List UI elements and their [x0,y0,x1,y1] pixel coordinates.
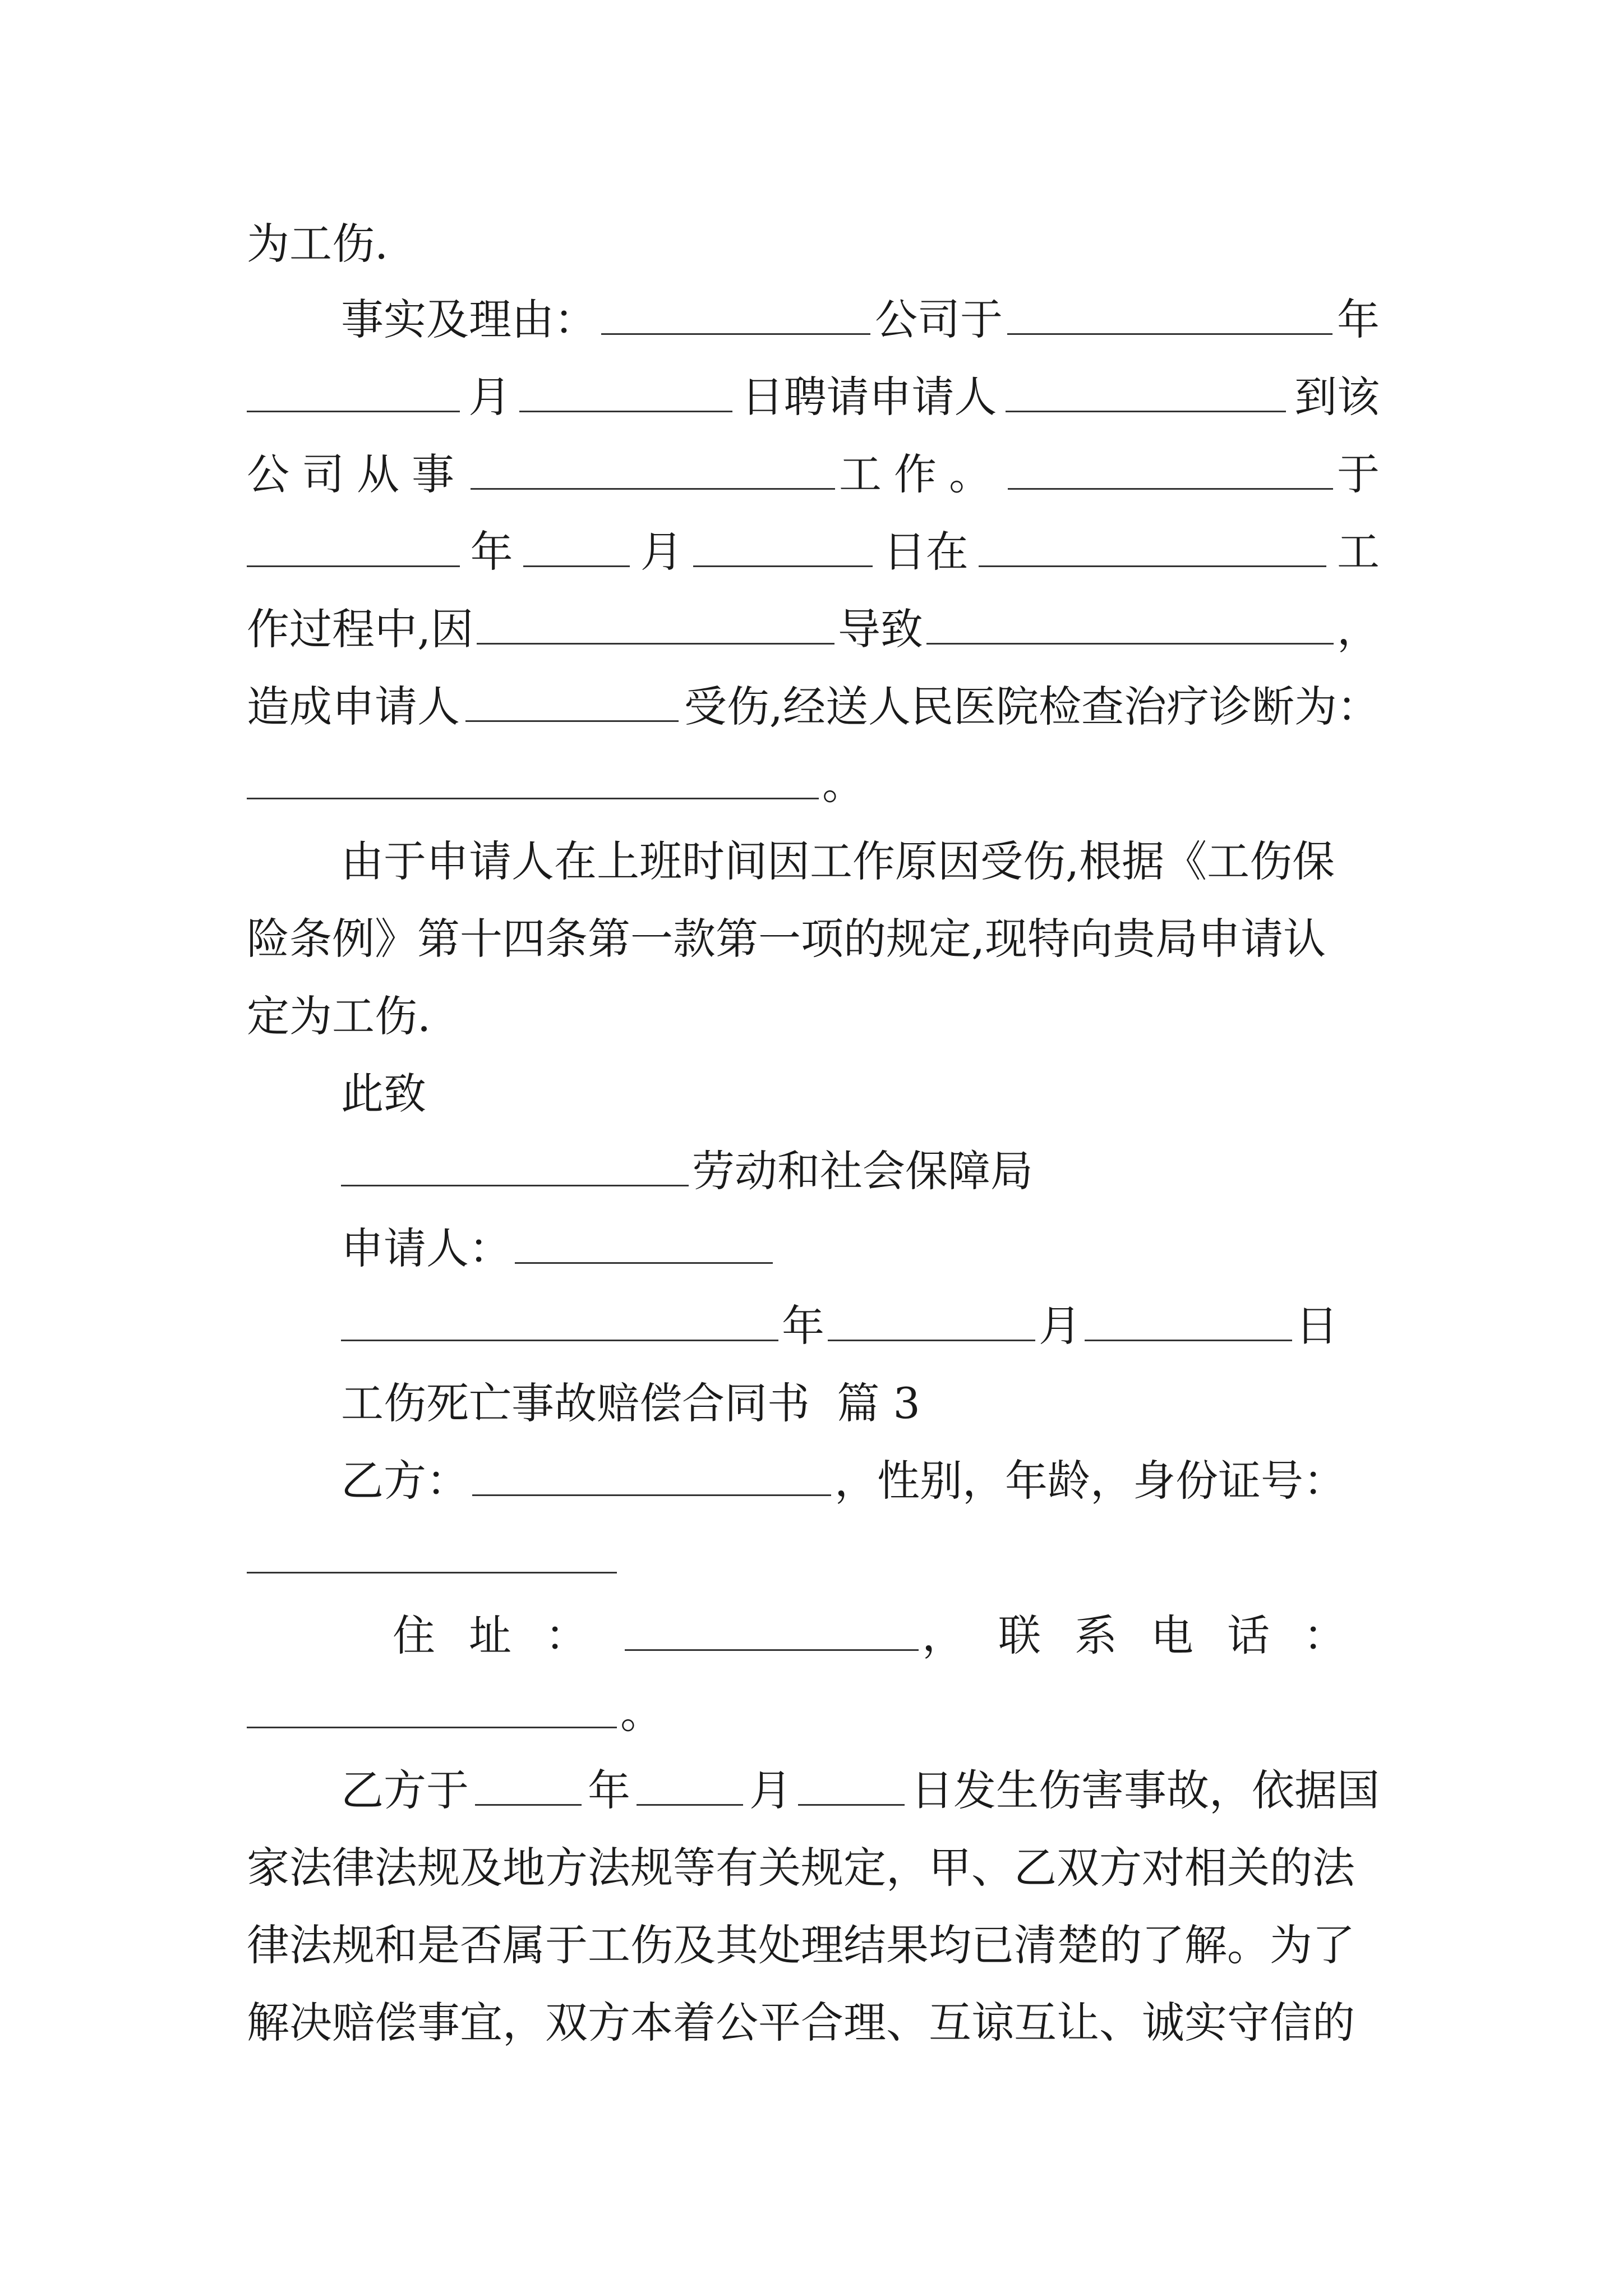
text-line [341,1221,1380,1277]
text-line [247,756,1380,812]
text: 月 [468,372,511,422]
text: 事实及理由： [341,295,597,344]
text: 工 [1336,527,1380,577]
blank-field [472,1466,831,1496]
text: 日 [1295,1301,1338,1351]
text: 公司于 [875,295,1003,344]
blank-field [828,1312,1035,1341]
text: 乙方于 [341,1765,469,1815]
blank-field [515,1234,773,1264]
blank-field [625,1621,919,1651]
blank-field [1008,460,1333,490]
text-line [341,834,1380,890]
text: 作过程中,因 [247,604,474,654]
text-line [341,1066,1380,1122]
blank-field [1006,383,1286,412]
blank-field [465,692,679,722]
text-line [247,1917,1380,1973]
text-line [247,1530,1380,1586]
text: 受伤,经送人民医院检查治疗诊断为： [684,682,1380,731]
blank-field [1085,1312,1292,1341]
text: 年 [1337,295,1380,344]
text: 月 [640,527,683,577]
text-line [247,679,1380,735]
text-line [247,524,1380,580]
text: 年 [782,1301,824,1351]
blank-field [247,770,819,799]
section-title: 工伤死亡事故赔偿合同书 篇 3 [341,1378,920,1428]
text: 险条例》第十四条第一款第一项的规定,现特向贵局申请认 [247,914,1326,964]
blank-field [798,1776,905,1806]
text: 日在 [883,527,969,577]
blank-field [601,305,870,335]
blank-field [341,1312,778,1341]
blank-field [1007,305,1332,335]
text-line [341,1298,1380,1354]
blank-field [247,383,460,412]
blank-field [247,1544,617,1573]
text: 。 [620,1688,663,1738]
blank-field [477,615,834,645]
text-line [247,216,1380,272]
text: 解决赔偿事宜，双方本着公平合理、互谅互让、诚实守信的 [247,1998,1355,2047]
text: 公司从事 [247,449,467,499]
text: 律法规和是否属于工伤及其处理结果均已清楚的了解。为了 [247,1920,1355,1970]
text: ， [1337,604,1380,654]
text: 由于申请人在上班时间因工作原因受伤,根据《工伤保 [341,836,1335,886]
text: 乙方： [341,1456,469,1506]
text-line [341,1143,1380,1199]
text-line [247,988,1380,1045]
blank-field [247,537,460,567]
text-line [247,911,1380,967]
blank-field [979,537,1326,567]
text: 年 [470,527,513,577]
text-line [247,1685,1380,1741]
text: 月 [749,1765,792,1815]
blank-field [341,1157,689,1186]
text: 造成申请人 [247,682,460,731]
text-line [341,292,1380,348]
text-line [247,369,1380,425]
applicant-label: 申请人： [341,1223,511,1273]
text-line [341,1453,1380,1509]
text: 日聘请申请人 [741,372,997,422]
text: 。 [822,759,865,809]
blank-field [519,383,732,412]
text: 年 [588,1765,630,1815]
blank-field [475,1776,582,1806]
text-line [341,1375,1380,1432]
blank-field [693,537,873,567]
blank-field [471,460,835,490]
text-line [247,1840,1380,1896]
blank-field [247,1699,617,1728]
text: 定为工伤. [247,991,431,1041]
text: ，性别，年龄，身份证号： [834,1456,1346,1506]
text: 到该 [1294,372,1380,422]
text: 于 [1337,449,1380,499]
blank-field [637,1776,743,1806]
text: 为工伤. [247,219,389,269]
text: 日发生伤害事故，依据国 [911,1765,1380,1815]
text-line [341,1763,1380,1819]
salutation: 此致 [341,1069,426,1119]
text: 住址： [393,1611,621,1660]
text-line [247,601,1380,657]
text: 家法律法规及地方法规等有关规定，甲、乙双方对相关的法 [247,1843,1355,1893]
blank-field [523,537,630,567]
text: ，联系电话： [922,1611,1380,1660]
text: 月 [1039,1301,1081,1351]
text: 工作。 [839,449,1004,499]
text-line [393,1608,1380,1664]
recipient: 劳动和社会保障局 [692,1146,1033,1196]
text-line [247,447,1380,503]
text: 导致 [837,604,923,654]
text-line [247,1995,1380,2051]
blank-field [926,615,1334,645]
